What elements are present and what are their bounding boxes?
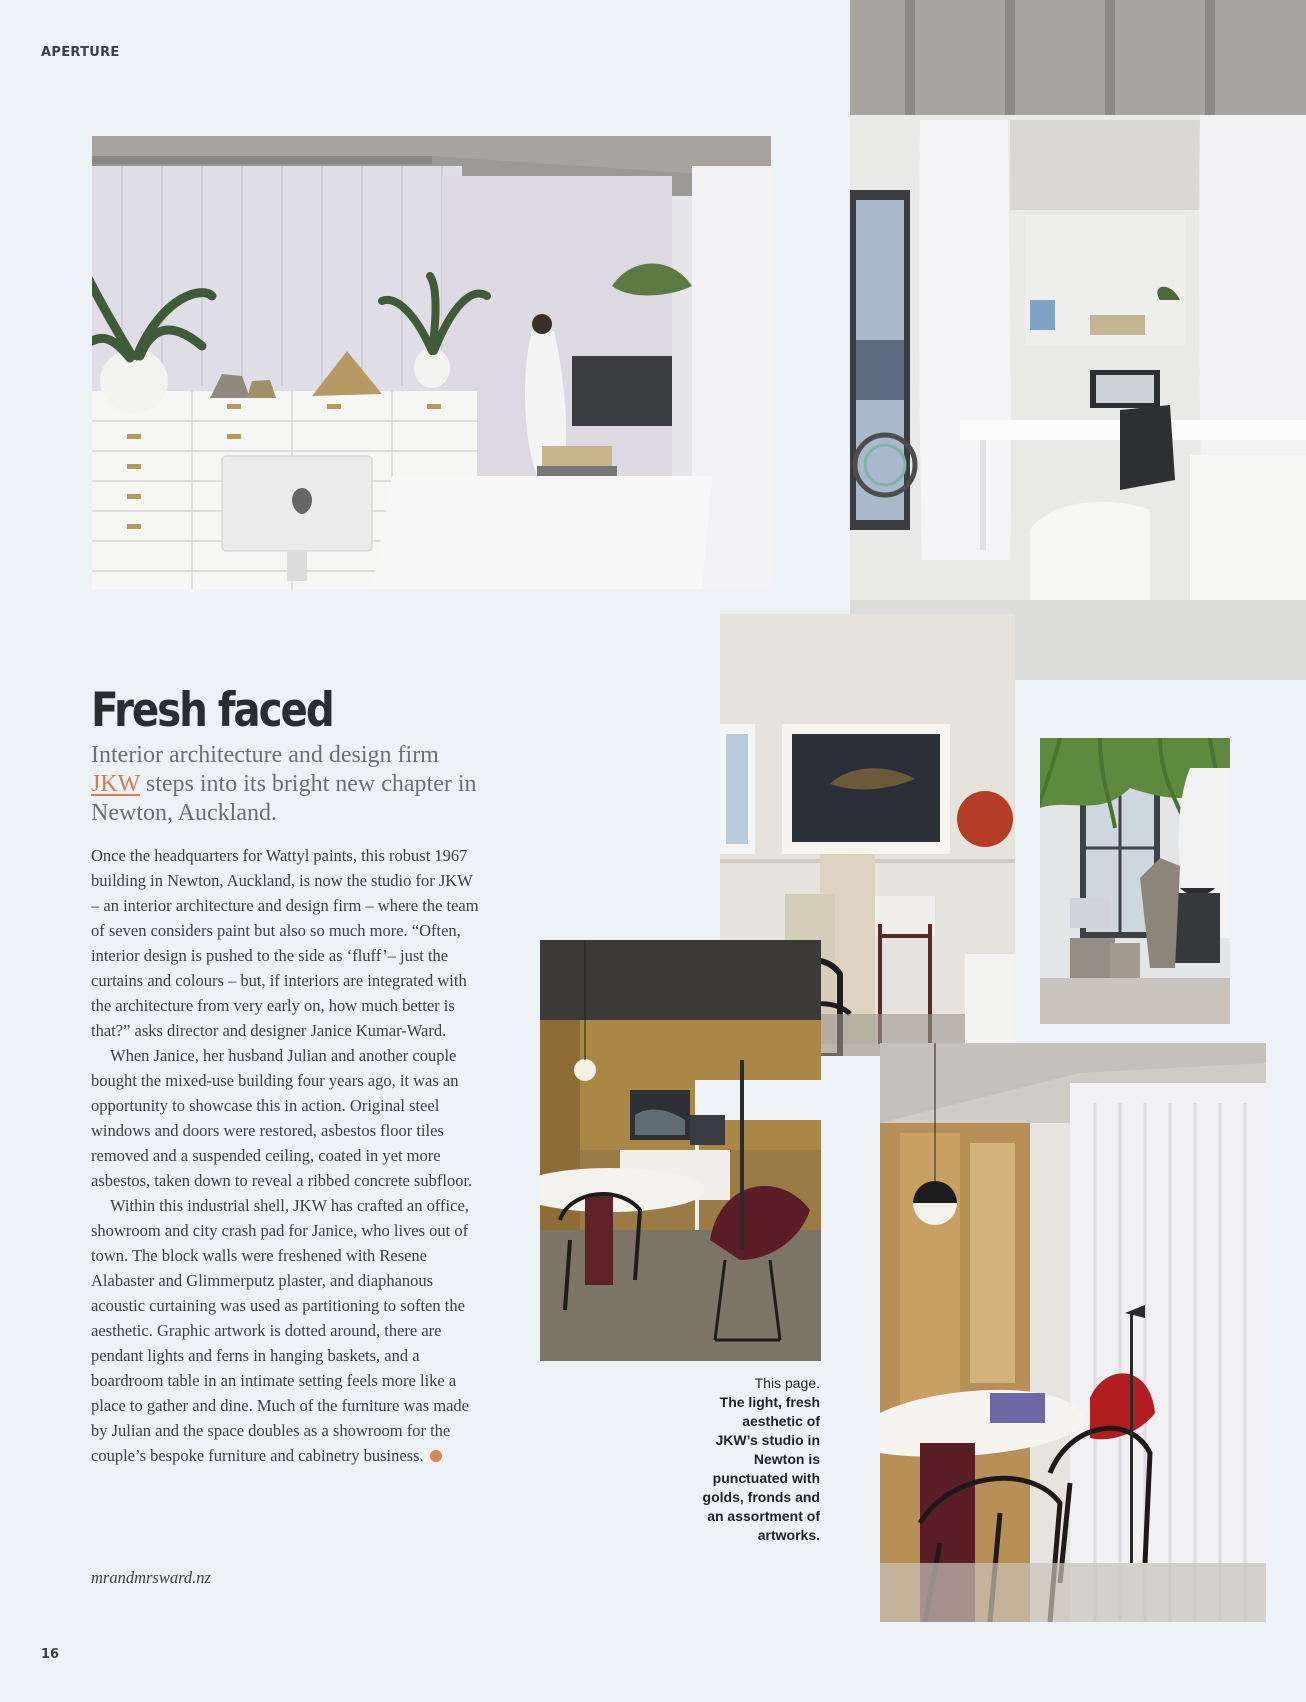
photo-studio-drawers (92, 136, 771, 589)
article-body (91, 843, 483, 1468)
body-paragraph: When Janice, her husband Julian and another couple bought the mixed-use building four years ago, it was an opportunity to showcase this in action. Original steel windows and doors were restored, asbestos floor tiles removed and a suspended ceiling, coated in yet more asbestos, taken down to reveal a ribbed concrete subfloor. (91, 1046, 473, 1190)
photo-caption (700, 1374, 820, 1545)
jkw-link[interactable]: JKW (91, 771, 140, 797)
standfirst-text-after: steps into its bright new chapter in Newton, Auckland. (91, 771, 477, 826)
photo-fern-sculptures (1040, 738, 1230, 1024)
caption-lead: This page. (754, 1375, 820, 1391)
article-headline: Fresh faced (91, 683, 333, 738)
photo-boardroom-gold (540, 940, 821, 1361)
section-label: APERTURE (41, 45, 120, 60)
standfirst-text-before: Interior architecture and design firm (91, 742, 439, 768)
website-link[interactable]: mrandmrsward.nz (91, 1568, 211, 1587)
photo-open-plan-office (850, 0, 1306, 680)
body-paragraph: Once the headquarters for Wattyl paints, this robust 1967 building in Newton, Auckland, is now the studio for JKW – an interior architecture and design firm – where the team of seven considers paint but also so much more. “Often, interior design is pushed to the side as ‘fluff’– just the curtains and colours – but, if interiors are integrated with the architecture from very early on, how much better is that?” asks director and designer Janice Kumar-Ward. (91, 846, 479, 1040)
caption-body: The light, fresh aesthetic of JKW’s studio in Newton is punctuated with golds, fronds and an assortment of artworks. (702, 1394, 820, 1543)
article-standfirst (91, 741, 491, 828)
page-number: 16 (41, 1647, 60, 1662)
body-paragraph-text: Within this industrial shell, JKW has crafted an office, showroom and city crash pad for Janice, who lives out of town. The block walls were freshened with Resene Alabaster and Glimmerputz plaster, and diaphanous acoustic curtaining was used as partitioning to soften the aesthetic. Graphic artwork is dotted around, there are pendant lights and ferns in hanging baskets, and a boardroom table in an intimate setting feels more like a place to gather and dine. Much of the furniture was made by Julian and the space doubles as a showroom for the couple’s bespoke furniture and cabinetry business. (91, 1196, 469, 1465)
body-paragraph (91, 1193, 483, 1468)
end-mark-icon (430, 1450, 442, 1462)
photo-dining-curtains (880, 1043, 1266, 1622)
